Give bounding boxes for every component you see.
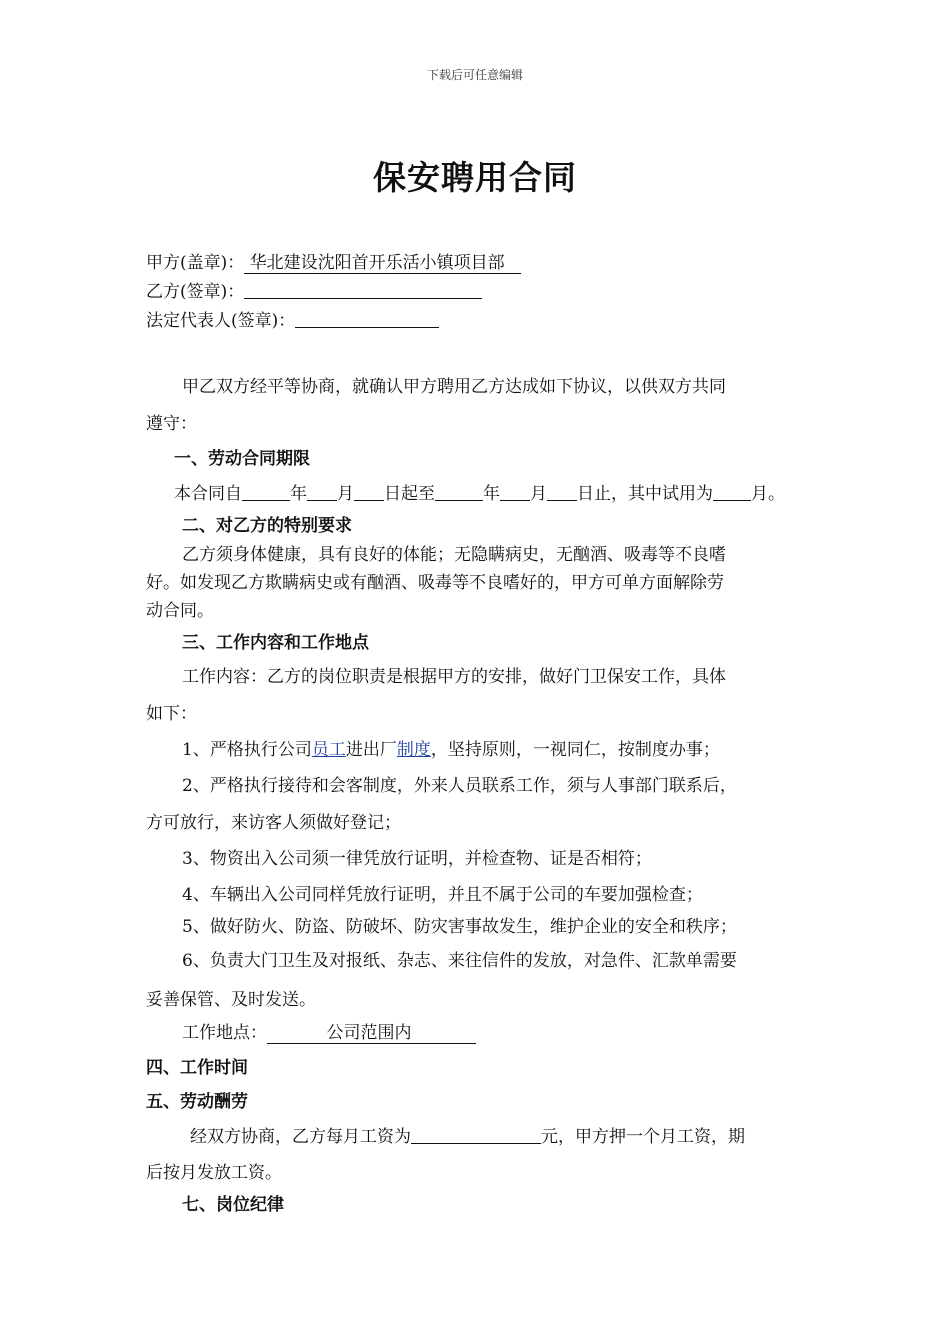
year-label: 年 xyxy=(483,484,500,504)
section-3-heading: 三、工作内容和工作地点 xyxy=(182,633,369,653)
party-a-line xyxy=(146,248,521,273)
salary-text-b: 元，甲方押一个月工资，期 xyxy=(541,1127,745,1147)
duty-item-1-text-b: 进出厂 xyxy=(345,740,397,760)
document-title: 保安聘用合同 xyxy=(373,158,577,197)
salary-line-2: 后按月发放工资。 xyxy=(146,1163,282,1183)
employee-link[interactable]: 员工 xyxy=(311,740,346,760)
party-a-value: 华北建设沈阳首开乐活小镇项目部 xyxy=(244,253,521,274)
section-2-line-2: 好。如发现乙方欺瞒病史或有酗酒、吸毒等不良嗜好的，甲方可单方面解除劳 xyxy=(146,573,724,593)
probation-blank xyxy=(713,484,751,501)
party-b-signature-blank xyxy=(244,282,482,299)
start-day-blank xyxy=(354,484,384,501)
salary-text-a: 经双方协商，乙方每月工资为 xyxy=(190,1127,411,1147)
end-month-blank xyxy=(500,484,530,501)
work-content-line-1: 工作内容：乙方的岗位职责是根据甲方的安排，做好门卫保安工作，具体 xyxy=(182,667,726,687)
day-from-label: 日起至 xyxy=(384,484,435,504)
duty-item-5: 5、做好防火、防盗、防破坏、防灾害事故发生，维护企业的安全和秩序； xyxy=(182,917,737,937)
duty-item-2-line-2: 方可放行，来访客人须做好登记； xyxy=(146,813,401,833)
intro-line-1: 甲乙双方经平等协商，就确认甲方聘用乙方达成如下协议，以供双方共同 xyxy=(182,377,726,397)
section-2-heading: 二、对乙方的特别要求 xyxy=(182,516,352,536)
representative-label: 法定代表人(签章)： xyxy=(146,311,296,331)
representative-line xyxy=(146,306,439,331)
section-4-heading: 四、工作时间 xyxy=(146,1058,248,1078)
start-year-blank xyxy=(242,484,290,501)
salary-blank xyxy=(411,1127,541,1144)
month-label: 月 xyxy=(530,484,547,504)
year-label: 年 xyxy=(290,484,307,504)
work-location-line xyxy=(182,1018,476,1043)
duty-item-6-line-2: 妥善保管、及时发送。 xyxy=(146,990,316,1010)
party-b-line xyxy=(146,277,482,302)
work-location-label: 工作地点： xyxy=(182,1023,267,1043)
end-day-blank xyxy=(547,484,577,501)
contract-term-line xyxy=(174,479,785,504)
regulation-link[interactable]: 制度 xyxy=(396,740,431,760)
duty-item-4: 4、车辆出入公司同样凭放行证明，并且不属于公司的车要加强检查； xyxy=(182,885,703,905)
start-month-blank xyxy=(307,484,337,501)
month-label: 月 xyxy=(337,484,354,504)
duty-item-1-text-c: ，坚持原则，一视同仁，按制度办事； xyxy=(430,740,720,760)
section-2-line-1: 乙方须身体健康，具有良好的体能；无隐瞒病史，无酗酒、吸毒等不良嗜 xyxy=(182,545,726,565)
duty-item-1-text-a: 1、严格执行公司 xyxy=(182,740,312,760)
work-location-value: 公司范围内 xyxy=(267,1023,476,1044)
duty-item-6-line-1: 6、负责大门卫生及对报纸、杂志、来往信件的发放，对急件、汇款单需要 xyxy=(182,951,737,971)
section-5-heading: 五、劳动酬劳 xyxy=(146,1092,248,1112)
day-to-label: 日止，其中试用为 xyxy=(577,484,713,504)
end-year-blank xyxy=(435,484,483,501)
section-1-heading: 一、劳动合同期限 xyxy=(174,449,310,469)
representative-signature-blank xyxy=(295,311,439,328)
term-text-start: 本合同自 xyxy=(174,484,242,504)
party-a-label: 甲方(盖章)： xyxy=(146,253,245,273)
duty-item-3: 3、物资出入公司须一律凭放行证明，并检查物、证是否相符； xyxy=(182,849,652,869)
intro-line-2: 遵守： xyxy=(146,414,197,434)
work-content-line-2: 如下： xyxy=(146,704,197,724)
salary-line-1 xyxy=(190,1122,745,1147)
page-header: 下载后可任意编辑 xyxy=(426,68,523,82)
section-2-line-3: 动合同。 xyxy=(146,601,214,621)
duty-item-2-line-1: 2、严格执行接待和会客制度，外来人员联系工作，须与人事部门联系后， xyxy=(182,776,737,796)
duty-item-1 xyxy=(182,735,720,760)
section-7-heading: 七、岗位纪律 xyxy=(182,1195,284,1215)
term-end-text: 月。 xyxy=(751,484,785,504)
party-b-label: 乙方(签章)： xyxy=(146,282,245,302)
